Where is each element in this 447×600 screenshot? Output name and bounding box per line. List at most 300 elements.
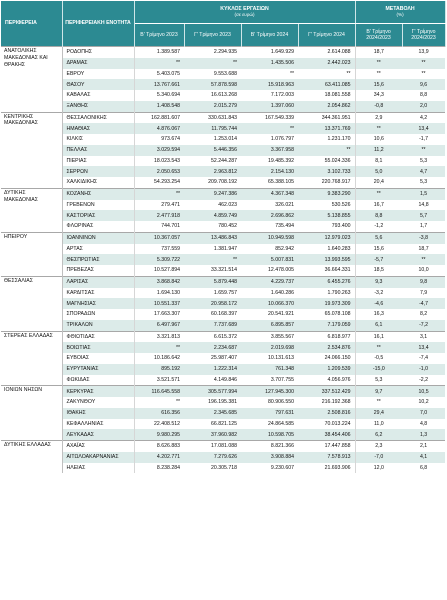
region-name: ΙΟΝΙΩΝ ΝΗΣΩΝ bbox=[1, 386, 62, 441]
change-q3: -4,7 bbox=[402, 298, 445, 309]
turnover-q2-2023: 3.321.813 bbox=[134, 331, 184, 342]
turnover-q3-2024: 2.054.862 bbox=[298, 101, 355, 112]
unit-name: ΑΡΤΑΣ bbox=[62, 244, 134, 255]
table-row bbox=[1, 156, 445, 167]
unit-name: ΣΠΟΡΑΔΩΝ bbox=[62, 309, 134, 320]
turnover-q2-2024: 9.230.607 bbox=[270, 464, 294, 471]
change-q2: 16,3 bbox=[373, 311, 384, 318]
region-name: ΑΝΑΤΟΛΙΚΗΣ ΜΑΚΕΔΟΝΙΑΣ ΚΑΙ ΘΡΑΚΗΣ bbox=[1, 47, 62, 113]
turnover-q2-2024: 1.649.929 bbox=[241, 47, 298, 58]
turnover-q2-2023: 279.471 bbox=[161, 201, 180, 208]
table-row bbox=[1, 288, 445, 299]
region-name: ΗΠΕΙΡΟΥ bbox=[1, 232, 62, 276]
turnover-q3-2023: 2.015.279 bbox=[184, 101, 241, 112]
header-q2-2023: Β' Τρίμηνο 2023 bbox=[134, 24, 184, 47]
turnover-q3-2023: ** bbox=[184, 254, 241, 265]
table-row bbox=[1, 342, 445, 353]
turnover-q3-2024: 55.024.336 bbox=[298, 156, 355, 167]
turnover-q2-2024: 12.478.005 bbox=[268, 267, 294, 274]
turnover-q3-2023: 209.708.192 bbox=[208, 179, 237, 186]
change-q2: ** bbox=[355, 342, 402, 353]
turnover-q3-2024: 220.768.917 bbox=[298, 177, 355, 188]
change-q3: 14,8 bbox=[418, 201, 429, 208]
turnover-q2-2024: 761.348 bbox=[241, 364, 298, 375]
table-row bbox=[1, 123, 445, 134]
turnover-q2-2024: 167.549.339 bbox=[241, 112, 298, 123]
turnover-q3-2024: ** bbox=[298, 145, 355, 156]
turnover-q3-2023: 11.795.744 bbox=[184, 123, 241, 134]
turnover-q2-2024: 127.945.300 bbox=[241, 386, 298, 397]
unit-name: ΑΙΤΩΛΟΑΚΑΡΝΑΝΙΑΣ bbox=[62, 452, 134, 463]
turnover-q2-2024: ** bbox=[241, 123, 298, 134]
unit-name: ΦΛΩΡΙΝΑΣ bbox=[62, 221, 134, 232]
unit-name: ΣΕΡΡΩΝ bbox=[62, 166, 134, 177]
turnover-q2-2024: 2.154.130 bbox=[241, 166, 298, 177]
turnover-q3-2023: 16.613.268 bbox=[211, 92, 237, 99]
turnover-q2-2024: 10.066.370 bbox=[241, 298, 298, 309]
turnover-q2-2024: 852.942 bbox=[275, 245, 294, 252]
turnover-q3-2024: 1.209.539 bbox=[298, 364, 355, 375]
region-name: ΣΤΕΡΕΑΣ ΕΛΛΑΔΑΣ bbox=[1, 331, 62, 386]
change-q2: ** bbox=[376, 70, 381, 77]
table-row bbox=[1, 441, 445, 452]
turnover-q3-2023: 7.737.689 bbox=[184, 320, 241, 331]
change-q2: -4,6 bbox=[355, 298, 402, 309]
turnover-q3-2023: 2.345.685 bbox=[184, 408, 241, 419]
header-turnover-subtitle: (σε ευρώ) bbox=[234, 12, 255, 18]
turnover-q2-2023: 10.527.894 bbox=[154, 267, 180, 274]
turnover-q2-2023: ** bbox=[175, 399, 180, 406]
turnover-q2-2023: 6.497.967 bbox=[134, 320, 184, 331]
unit-name: ΕΥΒΟΙΑΣ bbox=[62, 353, 134, 364]
turnover-q3-2024: 344.361.951 bbox=[298, 112, 355, 123]
table-row bbox=[1, 276, 445, 287]
turnover-q3-2023: 33.321.514 bbox=[211, 267, 237, 274]
turnover-q2-2023: 5.309.722 bbox=[134, 254, 184, 265]
turnover-q3-2023: 57.878.598 bbox=[184, 79, 241, 90]
change-q2: 15,6 bbox=[373, 245, 384, 252]
turnover-q3-2023: 9.247.386 bbox=[184, 188, 241, 199]
turnover-q3-2023: 2.963.812 bbox=[184, 166, 241, 177]
unit-name: ΦΩΚΙΔΑΣ bbox=[62, 375, 134, 386]
turnover-q2-2024: 10.949.598 bbox=[241, 232, 298, 243]
change-q3: 10,0 bbox=[418, 267, 429, 274]
header-q3-2023: Γ' Τρίμηνο 2023 bbox=[184, 24, 241, 47]
unit-name: ΚΕΡΚΥΡΑΣ bbox=[62, 386, 134, 397]
turnover-q2-2023: 10.551.337 bbox=[134, 298, 184, 309]
turnover-q3-2024: 18.081.558 bbox=[298, 90, 355, 101]
unit-name: ΚΑΡΔΙΤΣΑΣ bbox=[62, 288, 134, 299]
table-body bbox=[1, 47, 445, 474]
change-q2: 9,3 bbox=[355, 276, 402, 287]
region-name: ΔΥΤΙΚΗΣ ΜΑΚΕΔΟΝΙΑΣ bbox=[1, 188, 62, 232]
change-q3: 13,4 bbox=[402, 342, 445, 353]
unit-name: ΗΛΕΙΑΣ bbox=[62, 463, 134, 474]
change-q3: ** bbox=[402, 58, 445, 69]
turnover-q2-2024: 2.019.698 bbox=[241, 342, 298, 353]
turnover-q2-2023: ** bbox=[134, 342, 184, 353]
turnover-q3-2024: 63.411.085 bbox=[298, 79, 355, 90]
region-name: ΘΕΣΣΑΛΙΑΣ bbox=[1, 276, 62, 331]
change-q3: 5,3 bbox=[419, 157, 428, 164]
unit-name: ΠΕΛΛΑΣ bbox=[62, 145, 134, 156]
change-q2: -0,8 bbox=[355, 101, 402, 112]
change-q2: ** bbox=[355, 58, 402, 69]
change-q2: -0,5 bbox=[374, 355, 384, 362]
header-turnover bbox=[134, 1, 355, 24]
turnover-q3-2024: 38.454.406 bbox=[298, 429, 355, 440]
change-q3: ** bbox=[402, 254, 445, 265]
change-q3: -7,4 bbox=[419, 355, 429, 362]
unit-name: ΚΑΒΑΛΑΣ bbox=[62, 90, 134, 101]
table-row bbox=[1, 463, 445, 474]
change-q3: 5,7 bbox=[402, 210, 445, 221]
turnover-q2-2023: 2.477.918 bbox=[134, 210, 184, 221]
unit-name: ΙΘΑΚΗΣ bbox=[62, 408, 134, 419]
unit-name: ΦΘΙΩΤΙΔΑΣ bbox=[62, 331, 134, 342]
change-q3: 8,8 bbox=[419, 92, 428, 99]
table-row bbox=[1, 134, 445, 145]
change-q3: 5,3 bbox=[419, 179, 428, 186]
turnover-q2-2024: 2.696.862 bbox=[241, 210, 298, 221]
change-q2: 6,2 bbox=[355, 429, 402, 440]
turnover-q2-2023: 973.674 bbox=[161, 136, 180, 143]
turnover-q3-2023: 4.859.749 bbox=[184, 210, 241, 221]
change-q2: 12,0 bbox=[373, 464, 384, 471]
table-row bbox=[1, 90, 445, 101]
turnover-q2-2024: 5.007.831 bbox=[241, 254, 298, 265]
turnover-q2-2023: 1.694.130 bbox=[156, 289, 180, 296]
table-row bbox=[1, 429, 445, 440]
header-change-subtitle: (%) bbox=[396, 12, 404, 18]
turnover-q3-2024: 9.383.290 bbox=[298, 188, 355, 199]
table-row bbox=[1, 47, 445, 58]
turnover-q3-2023: 2.234.687 bbox=[184, 342, 241, 353]
turnover-q3-2023: 20.305.718 bbox=[211, 464, 237, 471]
turnover-q3-2024: 793.400 bbox=[298, 221, 355, 232]
table-row bbox=[1, 331, 445, 342]
turnover-q3-2024: 216.192.368 bbox=[298, 397, 355, 408]
change-q2: 16,1 bbox=[355, 331, 402, 342]
turnover-q3-2024: 337.512.429 bbox=[298, 386, 355, 397]
turnover-q2-2024: 1.435.506 bbox=[241, 58, 298, 69]
change-q3: 1,7 bbox=[419, 223, 428, 230]
change-q2: ** bbox=[355, 188, 402, 199]
unit-name: ΠΡΕΒΕΖΑΣ bbox=[62, 265, 134, 276]
turnover-q3-2024: 70.013.224 bbox=[298, 419, 355, 430]
table-row bbox=[1, 145, 445, 156]
change-q3: ** bbox=[421, 70, 426, 77]
change-q3: -3,8 bbox=[402, 232, 445, 243]
turnover-q2-2023: 1.389.587 bbox=[134, 47, 184, 58]
turnover-q2-2023: 116.645.558 bbox=[134, 386, 184, 397]
turnover-q2-2024: 4.229.737 bbox=[241, 276, 298, 287]
turnover-q3-2024: 65.078.108 bbox=[298, 309, 355, 320]
unit-name: ΚΑΣΤΟΡΙΑΣ bbox=[62, 210, 134, 221]
turnover-q2-2023: 54.293.254 bbox=[154, 179, 180, 186]
turnover-q2-2023: 616.356 bbox=[134, 408, 184, 419]
turnover-q3-2024: 19.973.309 bbox=[298, 298, 355, 309]
turnover-q2-2023: 9.980.295 bbox=[134, 429, 184, 440]
change-q3: 2,0 bbox=[402, 101, 445, 112]
change-q3: 4,2 bbox=[402, 112, 445, 123]
turnover-q3-2023: 5.879.448 bbox=[184, 276, 241, 287]
turnover-q2-2024: 15.918.963 bbox=[241, 79, 298, 90]
table-row bbox=[1, 244, 445, 255]
change-q3: 4,1 bbox=[402, 452, 445, 463]
turnover-q3-2024: ** bbox=[298, 69, 355, 80]
unit-name: ΖΑΚΥΝΘΟΥ bbox=[62, 397, 134, 408]
table-row bbox=[1, 364, 445, 375]
turnover-q3-2024: 4.056.976 bbox=[298, 375, 355, 386]
turnover-q3-2023: 2.294.935 bbox=[184, 47, 241, 58]
region-name: ΔΥΤΙΚΗΣ ΕΛΛΑΔΑΣ bbox=[1, 441, 62, 474]
turnover-q2-2024: 4.367.348 bbox=[241, 188, 298, 199]
header-change-q3: Γ' Τρίμηνο 2024/2023 bbox=[402, 24, 445, 47]
change-q3: 4,8 bbox=[419, 420, 428, 427]
change-q2: 29,4 bbox=[355, 408, 402, 419]
unit-name: ΕΒΡΟΥ bbox=[62, 69, 134, 80]
table-row bbox=[1, 397, 445, 408]
table-header bbox=[1, 1, 445, 47]
change-q3: 6,8 bbox=[419, 464, 428, 471]
table-row bbox=[1, 166, 445, 177]
turnover-q3-2023: 780.452 bbox=[218, 223, 237, 230]
change-q2: ** bbox=[355, 123, 402, 134]
header-change-q2: Β' Τρίμηνο 2024/2023 bbox=[355, 24, 402, 47]
turnover-q2-2023: 8.626.883 bbox=[134, 441, 184, 452]
turnover-table bbox=[1, 1, 446, 473]
turnover-q3-2023: 1.659.757 bbox=[213, 289, 237, 296]
change-q3: 8,2 bbox=[419, 311, 428, 318]
change-q2: 18,7 bbox=[355, 47, 402, 58]
table-row bbox=[1, 210, 445, 221]
turnover-q3-2024: 7.578.913 bbox=[298, 452, 355, 463]
unit-name: ΚΙΛΚΙΣ bbox=[62, 134, 134, 145]
unit-name: ΔΡΑΜΑΣ bbox=[62, 58, 134, 69]
unit-name: ΞΑΝΘΗΣ bbox=[62, 101, 134, 112]
unit-name: ΜΑΓΝΗΣΙΑΣ bbox=[62, 298, 134, 309]
turnover-q2-2023: 2.050.653 bbox=[134, 166, 184, 177]
change-q3: 9,6 bbox=[402, 79, 445, 90]
change-q3: -1,7 bbox=[419, 136, 429, 143]
unit-name: ΧΑΛΚΙΔΙΚΗΣ bbox=[62, 177, 134, 188]
turnover-q3-2024: 21.693.906 bbox=[298, 463, 355, 474]
turnover-q3-2023: 9.553.688 bbox=[213, 70, 237, 77]
turnover-q3-2024: 530.526 bbox=[298, 200, 355, 211]
turnover-q2-2024: 8.821.366 bbox=[241, 441, 298, 452]
change-q2: ** bbox=[376, 399, 381, 406]
turnover-q2-2024: 3.908.884 bbox=[241, 452, 298, 463]
change-q3: 4,7 bbox=[402, 166, 445, 177]
change-q3: 2,1 bbox=[402, 441, 445, 452]
turnover-q2-2024: 20.541.921 bbox=[268, 311, 294, 318]
table-row bbox=[1, 309, 445, 320]
turnover-q3-2024: 7.179.059 bbox=[298, 320, 355, 331]
turnover-q3-2023: 1.381.947 bbox=[213, 245, 237, 252]
table-row bbox=[1, 408, 445, 419]
change-q3: -1,0 bbox=[402, 364, 445, 375]
turnover-q2-2024: 1.640.286 bbox=[270, 289, 294, 296]
turnover-q2-2023: ** bbox=[134, 58, 184, 69]
turnover-q3-2023: 66.821.125 bbox=[211, 420, 237, 427]
change-q2: 6,1 bbox=[355, 320, 402, 331]
turnover-q3-2024: 1.640.283 bbox=[298, 244, 355, 255]
turnover-q3-2024: 17.447.858 bbox=[298, 441, 355, 452]
turnover-q2-2023: 5.340.694 bbox=[156, 92, 180, 99]
unit-name: ΑΧΑΪΑΣ bbox=[62, 441, 134, 452]
turnover-q2-2024: 3.367.958 bbox=[241, 145, 298, 156]
unit-name: ΚΟΖΑΝΗΣ bbox=[62, 188, 134, 199]
unit-name: ΓΡΕΒΕΝΩΝ bbox=[62, 200, 134, 211]
unit-name: ΒΟΙΩΤΙΑΣ bbox=[62, 342, 134, 353]
turnover-q2-2023: 3.868.842 bbox=[134, 276, 184, 287]
turnover-q3-2023: 20.958.172 bbox=[184, 298, 241, 309]
header-region: ΠΕΡΙΦΕΡΕΙΑ bbox=[1, 1, 62, 47]
unit-name: ΡΟΔΟΠΗΣ bbox=[62, 47, 134, 58]
turnover-q3-2023: 5.446.356 bbox=[184, 145, 241, 156]
turnover-q2-2023: 5.403.075 bbox=[156, 70, 180, 77]
turnover-q2-2023: 895.192 bbox=[134, 364, 184, 375]
change-q2: -7,0 bbox=[355, 452, 402, 463]
turnover-q3-2023: 17.081.088 bbox=[184, 441, 241, 452]
change-q2: 34,3 bbox=[373, 92, 384, 99]
turnover-q2-2023: 13.767.661 bbox=[134, 79, 184, 90]
table-row bbox=[1, 188, 445, 199]
turnover-q3-2023: 196.195.381 bbox=[208, 399, 237, 406]
header-change-title: ΜΕΤΑΒΟΛΗ bbox=[385, 5, 415, 12]
table-row bbox=[1, 177, 445, 188]
unit-name: ΛΕΥΚΑΔΑΣ bbox=[62, 429, 134, 440]
change-q2: 11,2 bbox=[355, 145, 402, 156]
turnover-q3-2023: 462.023 bbox=[218, 201, 237, 208]
turnover-q2-2023: 17.663.307 bbox=[154, 311, 180, 318]
change-q3: 3,1 bbox=[402, 331, 445, 342]
table-row bbox=[1, 101, 445, 112]
turnover-q3-2023: ** bbox=[184, 58, 241, 69]
table-row bbox=[1, 353, 445, 364]
change-q2: 18,5 bbox=[373, 267, 384, 274]
change-q2: 10,6 bbox=[373, 136, 384, 143]
change-q3: 13,4 bbox=[402, 123, 445, 134]
turnover-q3-2024: 5.138.855 bbox=[298, 210, 355, 221]
change-q2: 5,6 bbox=[355, 232, 402, 243]
turnover-q3-2023: 7.279.626 bbox=[184, 452, 241, 463]
turnover-table-container bbox=[1, 1, 445, 473]
table-row bbox=[1, 375, 445, 386]
turnover-q3-2024: 6.818.977 bbox=[298, 331, 355, 342]
unit-name: ΘΑΣΟΥ bbox=[62, 79, 134, 90]
turnover-q2-2024: 10.598.705 bbox=[241, 429, 298, 440]
table-row bbox=[1, 200, 445, 211]
table-row bbox=[1, 69, 445, 80]
table-row bbox=[1, 419, 445, 430]
turnover-q3-2024: 24.066.150 bbox=[298, 353, 355, 364]
table-row bbox=[1, 58, 445, 69]
turnover-q3-2023: 4.149.846 bbox=[213, 376, 237, 383]
change-q2: 8,8 bbox=[355, 210, 402, 221]
turnover-q3-2024: 36.664.331 bbox=[298, 265, 355, 276]
turnover-q2-2023: 737.559 bbox=[161, 245, 180, 252]
turnover-q3-2024: 13.371.769 bbox=[298, 123, 355, 134]
turnover-q3-2024: 12.979.023 bbox=[298, 232, 355, 243]
change-q3: 7,9 bbox=[419, 289, 428, 296]
table-row bbox=[1, 452, 445, 463]
turnover-q2-2023: 4.202.771 bbox=[134, 452, 184, 463]
change-q2: -1,2 bbox=[374, 223, 384, 230]
turnover-q2-2024: 10.131.613 bbox=[268, 355, 294, 362]
turnover-q2-2023: 22.408.512 bbox=[154, 420, 180, 427]
turnover-q2-2023: 10.367.057 bbox=[134, 232, 184, 243]
turnover-q3-2024: 2.534.876 bbox=[298, 342, 355, 353]
turnover-q2-2024: 6.895.857 bbox=[241, 320, 298, 331]
turnover-q3-2023: 305.577.994 bbox=[184, 386, 241, 397]
change-q3: -2,2 bbox=[419, 376, 429, 383]
table-row bbox=[1, 265, 445, 276]
turnover-q2-2023: 3.029.594 bbox=[134, 145, 184, 156]
table-row bbox=[1, 320, 445, 331]
change-q2: 2,3 bbox=[355, 441, 402, 452]
change-q2: -5,7 bbox=[355, 254, 402, 265]
header-change bbox=[355, 1, 445, 24]
turnover-q2-2023: 744.701 bbox=[161, 223, 180, 230]
change-q2: -3,2 bbox=[374, 289, 384, 296]
turnover-q3-2024: 2.442.023 bbox=[298, 58, 355, 69]
change-q2: 5,0 bbox=[355, 166, 402, 177]
turnover-q2-2023: 162.881.607 bbox=[134, 112, 184, 123]
unit-name: ΗΜΑΘΙΑΣ bbox=[62, 123, 134, 134]
turnover-q3-2023: 6.615.372 bbox=[184, 331, 241, 342]
turnover-q2-2024: 3.707.755 bbox=[270, 376, 294, 383]
turnover-q3-2024: 2.508.816 bbox=[298, 408, 355, 419]
change-q3: 1,3 bbox=[402, 429, 445, 440]
unit-name: ΤΡΙΚΑΛΩΝ bbox=[62, 320, 134, 331]
turnover-q2-2024: 1.076.797 bbox=[270, 136, 294, 143]
turnover-q3-2023: 13.486.843 bbox=[184, 232, 241, 243]
turnover-q3-2023: 60.168.397 bbox=[211, 311, 237, 318]
turnover-q2-2024: 797.631 bbox=[241, 408, 298, 419]
unit-name: ΛΑΡΙΣΑΣ bbox=[62, 276, 134, 287]
change-q2: 11,0 bbox=[373, 420, 384, 427]
turnover-q3-2024: 3.102.733 bbox=[298, 166, 355, 177]
turnover-q2-2023: 3.521.571 bbox=[156, 376, 180, 383]
change-q2: 20,4 bbox=[373, 179, 384, 186]
turnover-q2-2023: ** bbox=[134, 188, 184, 199]
turnover-q2-2024: ** bbox=[289, 70, 294, 77]
unit-name: ΕΥΡΥΤΑΝΙΑΣ bbox=[62, 364, 134, 375]
header-q2-2024: Β' Τρίμηνο 2024 bbox=[241, 24, 298, 47]
table-row bbox=[1, 298, 445, 309]
table-row bbox=[1, 221, 445, 232]
turnover-q3-2023: 37.960.982 bbox=[184, 429, 241, 440]
unit-name: ΚΕΦΑΛΛΗΝΙΑΣ bbox=[62, 419, 134, 430]
unit-name: ΘΕΣΣΑΛΟΝΙΚΗΣ bbox=[62, 112, 134, 123]
unit-name: ΠΙΕΡΙΑΣ bbox=[62, 156, 134, 167]
table-row bbox=[1, 232, 445, 243]
turnover-q2-2024: 65.388.105 bbox=[268, 179, 294, 186]
change-q3: ** bbox=[402, 145, 445, 156]
change-q3: 7,0 bbox=[402, 408, 445, 419]
table-row bbox=[1, 386, 445, 397]
header-turnover-title: ΚΥΚΛΟΣ ΕΡΓΑΣΙΩΝ bbox=[220, 5, 269, 12]
change-q3: 1,5 bbox=[402, 188, 445, 199]
table-row bbox=[1, 79, 445, 90]
turnover-q3-2024: 1.231.170 bbox=[298, 134, 355, 145]
change-q2: 9,7 bbox=[355, 386, 402, 397]
unit-name: ΘΕΣΠΡΩΤΙΑΣ bbox=[62, 254, 134, 265]
unit-name: ΙΩΑΝΝΙΝΩΝ bbox=[62, 232, 134, 243]
change-q2: 8,1 bbox=[375, 157, 383, 164]
